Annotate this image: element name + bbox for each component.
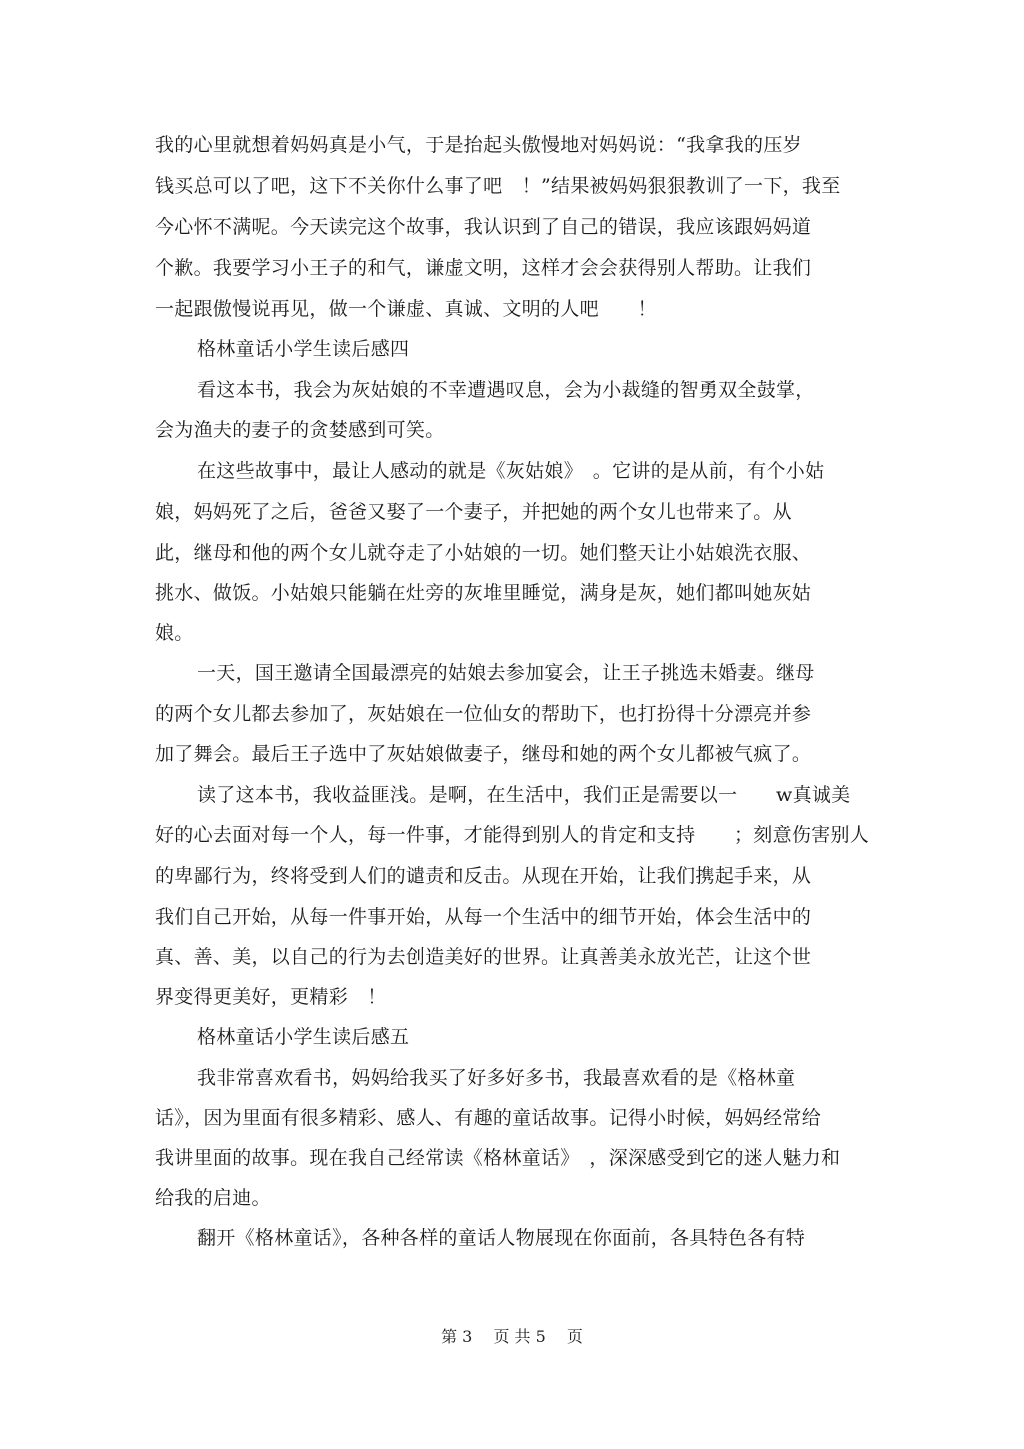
text-line-25: 话》，因为里面有很多精彩、感人、有趣的童话故事。记得小时候，妈妈经常给	[155, 1107, 822, 1129]
text-line-16: 加了舞会。最后王子选中了灰姑娘做妻子，继母和她的两个女儿都被气疯了。	[155, 743, 812, 765]
text-line-24: 我非常喜欢看书，妈妈给我买了好多好多书，我最喜欢看的是《格林童	[197, 1067, 796, 1089]
text-line-17: 读了这本书，我收益匪浅。是啊，在生活中，我们正是需要以一 w真诚美	[197, 784, 851, 806]
page-number-footer: 第 3 页 共 5 页	[441, 1327, 583, 1346]
text-line-10: 娘，妈妈死了之后，爸爸又娶了一个妻子，并把她的两个女儿也带来了。从	[155, 501, 792, 523]
text-line-8: 会为渔夫的妻子的贪婪感到可笑。	[155, 419, 445, 441]
text-line-4: 个歉。我要学习小王子的和气，谦虚文明，这样才会会获得别人帮助。让我们	[155, 257, 812, 279]
text-line-18: 好的心去面对每一个人，每一件事，才能得到别人的肯定和支持 ；刻意伤害别人	[155, 824, 870, 846]
text-line-28: 翻开《格林童话》，各种各样的童话人物展现在你面前，各具特色各有特	[197, 1227, 806, 1249]
text-line-7: 看这本书，我会为灰姑娘的不幸遭遇叹息，会为小裁缝的智勇双全鼓掌，	[197, 379, 815, 401]
section-heading-4: 格林童话小学生读后感四	[197, 338, 410, 360]
text-line-21: 真、善、美，以自己的行为去创造美好的世界。让真善美永放光芒，让这个世	[155, 946, 812, 968]
text-line-1: 我的心里就想着妈妈真是小气，于是抬起头傲慢地对妈妈说：“我拿我的压岁	[155, 134, 802, 156]
text-line-27: 给我的启迪。	[155, 1187, 271, 1209]
text-line-2: 钱买总可以了吧，这下不关你什么事了吧 ！”结果被妈妈狠狠教训了一下，我至	[155, 175, 841, 197]
text-line-3: 今心怀不满呢。今天读完这个故事，我认识到了自己的错误，我应该跟妈妈道	[155, 216, 812, 238]
text-line-15: 的两个女儿都去参加了，灰姑娘在一位仙女的帮助下，也打扮得十分漂亮并参	[155, 703, 812, 725]
text-line-26: 我讲里面的故事。现在我自己经常读《格林童话》 ，深深感受到它的迷人魅力和	[155, 1147, 841, 1169]
text-line-13: 娘。	[155, 622, 194, 644]
text-line-11: 此，继母和他的两个女儿就夺走了小姑娘的一切。她们整天让小姑娘洗衣服、	[155, 542, 812, 564]
text-line-22: 界变得更美好，更精彩 ！	[155, 986, 387, 1008]
text-line-12: 挑水、做饭。小姑娘只能躺在灶旁的灰堆里睡觉，满身是灰，她们都叫她灰姑	[155, 582, 812, 604]
text-line-14: 一天，国王邀请全国最漂亮的姑娘去参加宴会，让王子挑选未婚妻。继母	[197, 662, 815, 684]
section-heading-5: 格林童话小学生读后感五	[197, 1026, 410, 1048]
text-line-9: 在这些故事中，最让人感动的就是《灰姑娘》 。它讲的是从前，有个小姑	[197, 460, 825, 482]
text-line-20: 我们自己开始，从每一件事开始，从每一个生活中的细节开始，体会生活中的	[155, 906, 812, 928]
text-line-19: 的卑鄙行为，终将受到人们的谴责和反击。从现在开始，让我们携起手来，从	[155, 865, 812, 887]
text-line-5: 一起跟傲慢说再见，做一个谦虚、真诚、文明的人吧 ！	[155, 298, 657, 320]
